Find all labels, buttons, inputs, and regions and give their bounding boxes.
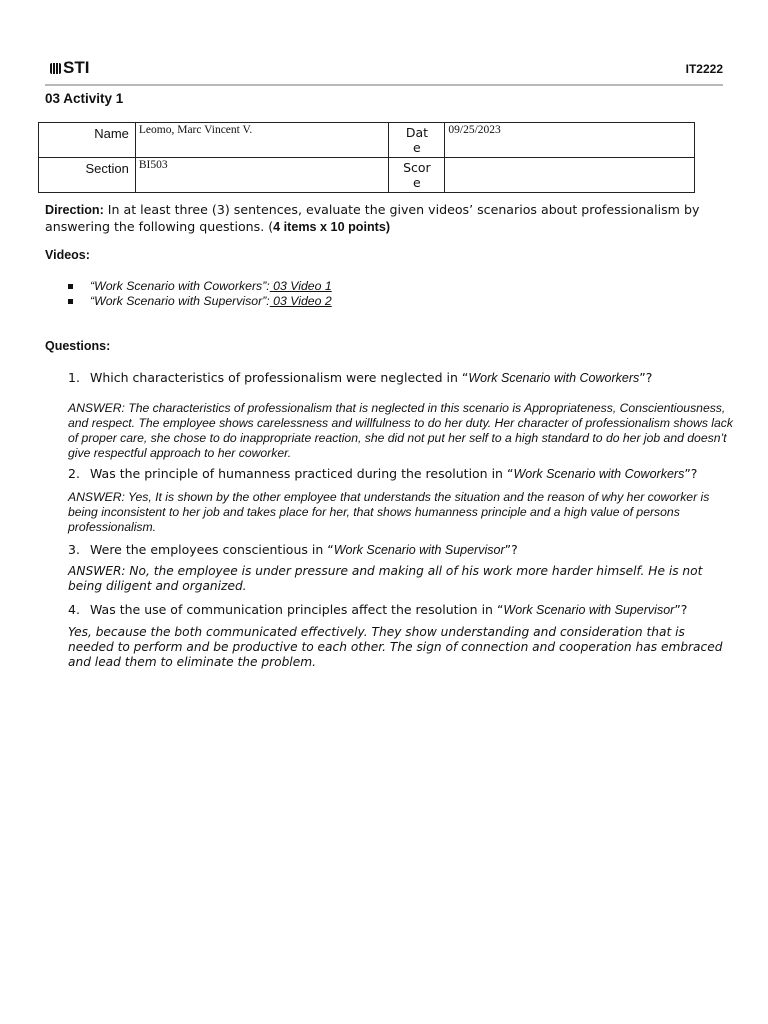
course-code: IT2222	[685, 62, 723, 76]
questions-heading: Questions:	[45, 339, 111, 353]
question-1: 1. Which characteristics of professionalism were neglected in “Work Scenario with Coworkers”?	[68, 370, 653, 385]
direction-text: In at least three (3) sentences, evaluate the given videos’ scenarios about professionalism by answering the following questions. (	[45, 202, 700, 234]
video-item	[68, 294, 332, 309]
video-item	[68, 279, 332, 294]
name-label: Name	[39, 123, 136, 158]
answer-1[interactable]: ANSWER: The characteristics of professionalism that is neglected in this scenario is Appropriateness, Conscientiousness, and respect. The employee shows carelessness and willfulness to do her duty. Her character of professionalism shows lack of proper care, she chose to do inappropriate reaction, she did not put her self to a high standard to do her job and doesn’t give respectful approach to her coworker.	[68, 401, 733, 460]
answer-4[interactable]: Yes, because the both communicated effectively. They show understanding and consideration that is needed to perform and be productive to each other. The sign of connection and cooperation has embraced and lead them to eliminate the problem.	[68, 625, 723, 669]
sti-logo-mark-icon	[50, 62, 62, 74]
video-title: “Work Scenario with Coworkers”:	[90, 279, 270, 293]
direction-label: Direction:	[45, 203, 104, 217]
videos-heading: Videos:	[45, 248, 90, 262]
answer-3[interactable]: ANSWER: No, the employee is under pressure and making all of his work more harder himself. He is not being diligent and organized.	[68, 564, 703, 593]
section-label: Section	[39, 158, 136, 193]
student-info-table	[38, 122, 695, 193]
videos-list	[68, 279, 332, 309]
video-link[interactable]: 03 Video 2	[269, 294, 332, 308]
video-link[interactable]: 03 Video 1	[269, 279, 332, 293]
date-label: Dat e	[389, 123, 445, 158]
name-value[interactable]: Leomo, Marc Vincent V.	[135, 123, 389, 158]
question-3: 3. Were the employees conscientious in “Work Scenario with Supervisor”?	[68, 542, 518, 557]
date-value[interactable]: 09/25/2023	[445, 123, 695, 158]
logo-text: STI	[63, 58, 90, 77]
score-value[interactable]	[445, 158, 695, 193]
video-title: “Work Scenario with Supervisor”:	[90, 294, 270, 308]
question-2: 2. Was the principle of humanness practiced during the resolution in “Work Scenario with Coworkers”?	[68, 466, 698, 481]
question-4: 4. Was the use of communication principles affect the resolution in “Work Scenario with Supervisor”?	[68, 602, 688, 617]
activity-title: 03 Activity 1	[45, 91, 124, 106]
sti-logo	[50, 58, 89, 78]
page-header	[45, 56, 723, 86]
direction-paragraph	[45, 202, 715, 235]
direction-points: 4 items x 10 points)	[273, 219, 391, 234]
section-value[interactable]: BI503	[135, 158, 389, 193]
answer-2[interactable]: ANSWER: Yes, It is shown by the other employee that understands the situation and the reason of why her coworker is being inconsistent to her job and takes place for her, that shows humanness principle and a high value of persons professionalism.	[68, 490, 710, 534]
score-label: Scor e	[389, 158, 445, 193]
